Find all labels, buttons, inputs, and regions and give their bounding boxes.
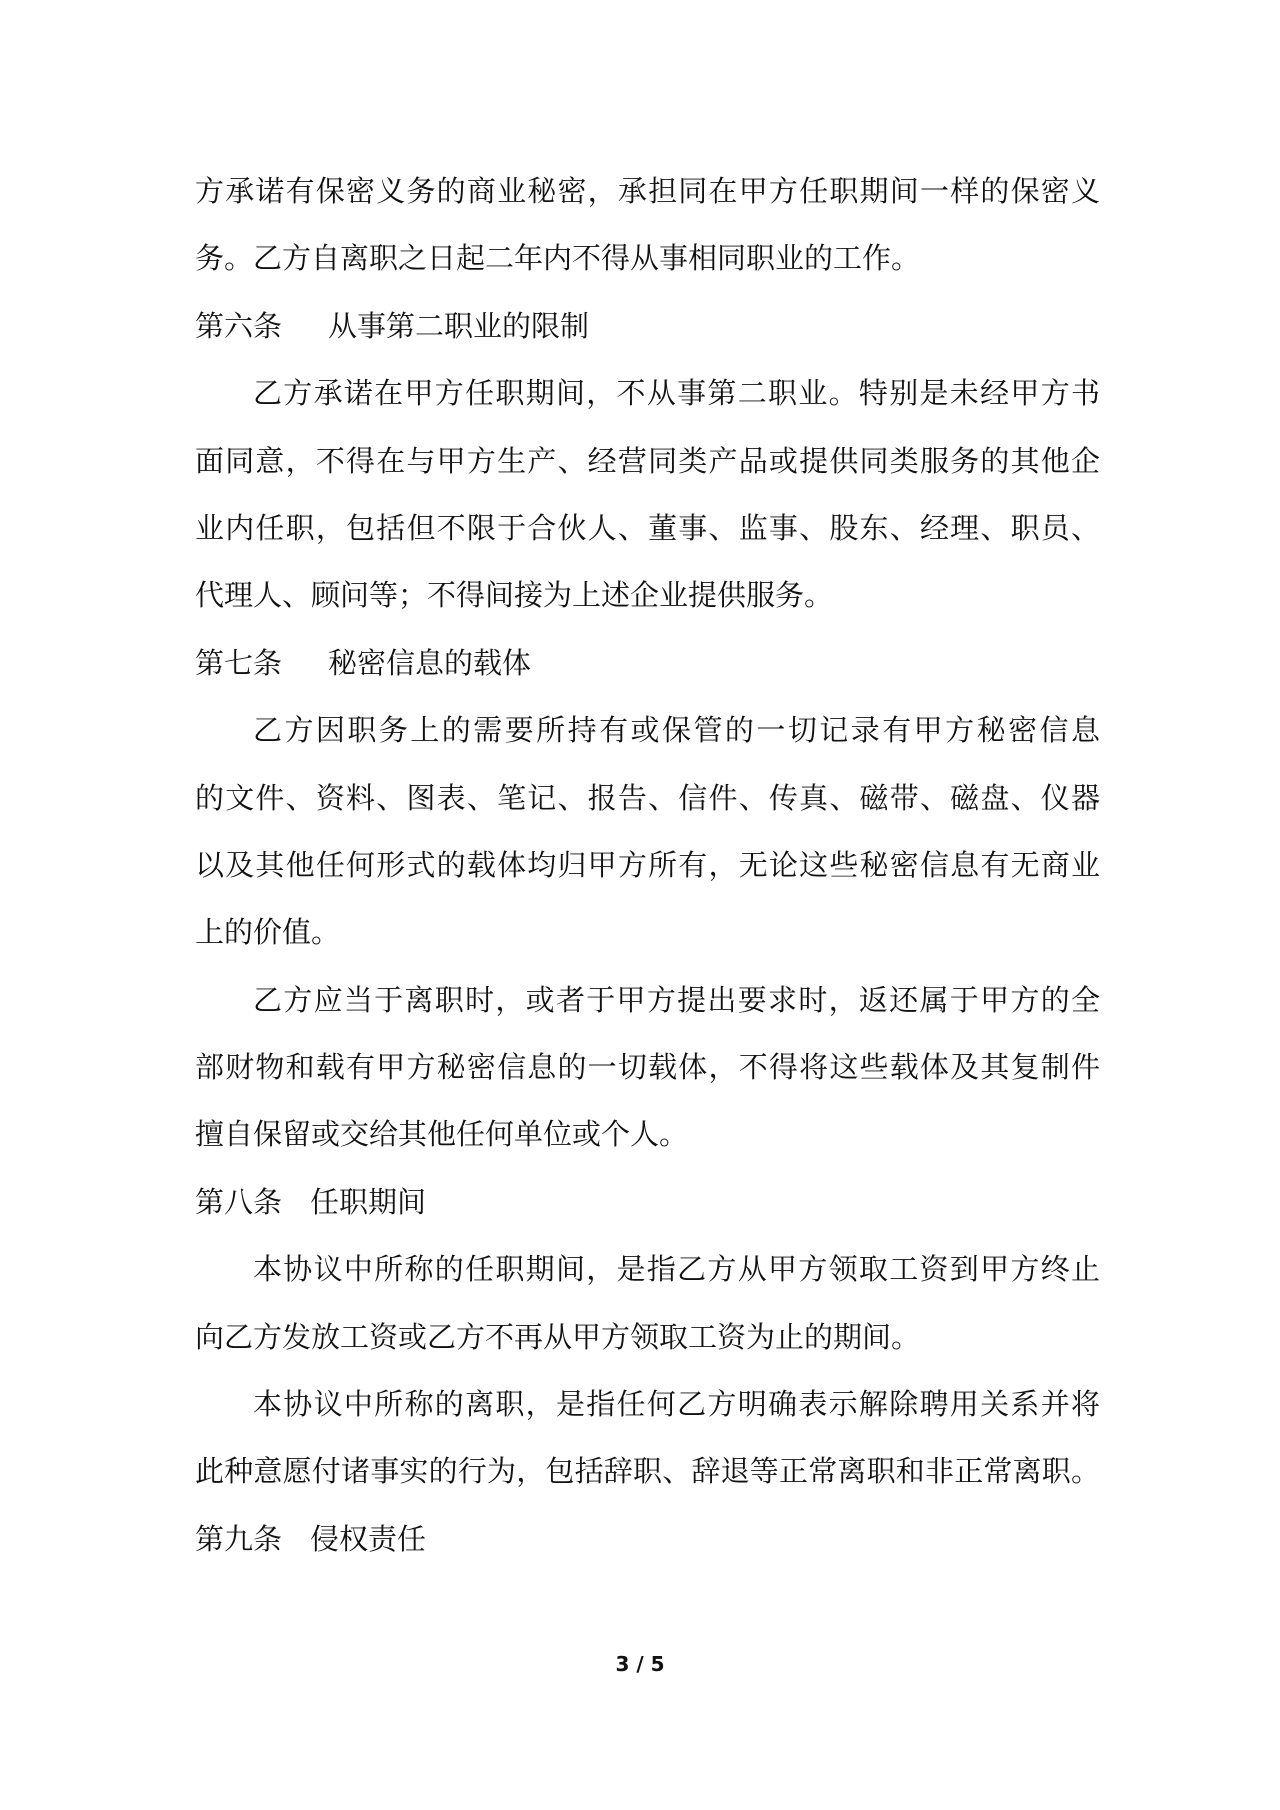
article-title: 任职期间	[310, 1184, 427, 1219]
text-line: 本协议中所称的任职期间，是指乙方从甲方领取工资到甲方终止	[253, 1252, 1100, 1287]
text-line	[195, 225, 1100, 292]
article-number: 第六条	[195, 308, 283, 343]
text-line	[195, 158, 1100, 225]
text-line: 本协议中所称的离职，是指任何乙方明确表示解除聘用关系并将	[253, 1387, 1100, 1422]
text-line: 此种意愿付诸事实的行为，包括辞职、辞退等正常离职和非正常离职。	[195, 1454, 1100, 1489]
text-line: 擅自保留或交给其他任何单位或个人。	[195, 1117, 689, 1152]
text-line-content: 务。乙方自离职之日起二年内不得从事相同职业的工作。	[195, 241, 921, 276]
article-number: 第七条	[195, 645, 283, 680]
text-line: 上的价值。	[195, 915, 341, 950]
article-number: 第九条	[195, 1521, 283, 1556]
text-line: 业内任职，包括但不限于合伙人、董事、监事、股东、经理、职员、	[195, 510, 1100, 545]
text-line-content: 方承诺有保密义务的商业秘密，承担同在甲方任职期间一样的保密义	[195, 174, 1100, 208]
text-line: 向乙方发放工资或乙方不再从甲方领取工资为止的期间。	[195, 1319, 921, 1354]
article-heading-8	[195, 1169, 1100, 1236]
document-page	[195, 158, 1100, 1573]
text-line: 部财物和载有甲方秘密信息的一切载体，不得将这些载体及其复制件	[195, 1050, 1100, 1085]
article-heading-6	[195, 293, 1100, 360]
paragraph-article-7-body-2	[195, 967, 1100, 1169]
paragraph-article-6-body	[195, 360, 1100, 630]
article-heading-7	[195, 630, 1100, 697]
page-number-footer: 3 / 5	[615, 1652, 665, 1676]
paragraph-continuation	[195, 158, 1100, 293]
text-line: 乙方承诺在甲方任职期间，不从事第二职业。特别是未经甲方书	[253, 376, 1100, 411]
text-line: 乙方应当于离职时，或者于甲方提出要求时，返还属于甲方的全	[253, 982, 1100, 1017]
article-heading-9	[195, 1506, 1100, 1573]
text-line: 乙方因职务上的需要所持有或保管的一切记录有甲方秘密信息	[253, 713, 1100, 748]
text-line: 以及其他任何形式的载体均归甲方所有，无论这些秘密信息有无商业	[195, 847, 1100, 882]
article-number: 第八条	[195, 1184, 283, 1219]
paragraph-article-8-body-2	[195, 1371, 1100, 1506]
text-line: 的文件、资料、图表、笔记、报告、信件、传真、磁带、磁盘、仪器	[195, 780, 1100, 815]
text-line: 面同意，不得在与甲方生产、经营同类产品或提供同类服务的其他企	[195, 443, 1100, 478]
article-title: 从事第二职业的限制	[328, 308, 590, 343]
article-title: 侵权责任	[310, 1521, 427, 1556]
article-title: 秘密信息的载体	[328, 645, 532, 680]
text-line: 代理人、顾问等；不得间接为上述企业提供服务。	[195, 578, 834, 613]
paragraph-article-8-body-1	[195, 1236, 1100, 1371]
paragraph-article-7-body-1	[195, 697, 1100, 967]
